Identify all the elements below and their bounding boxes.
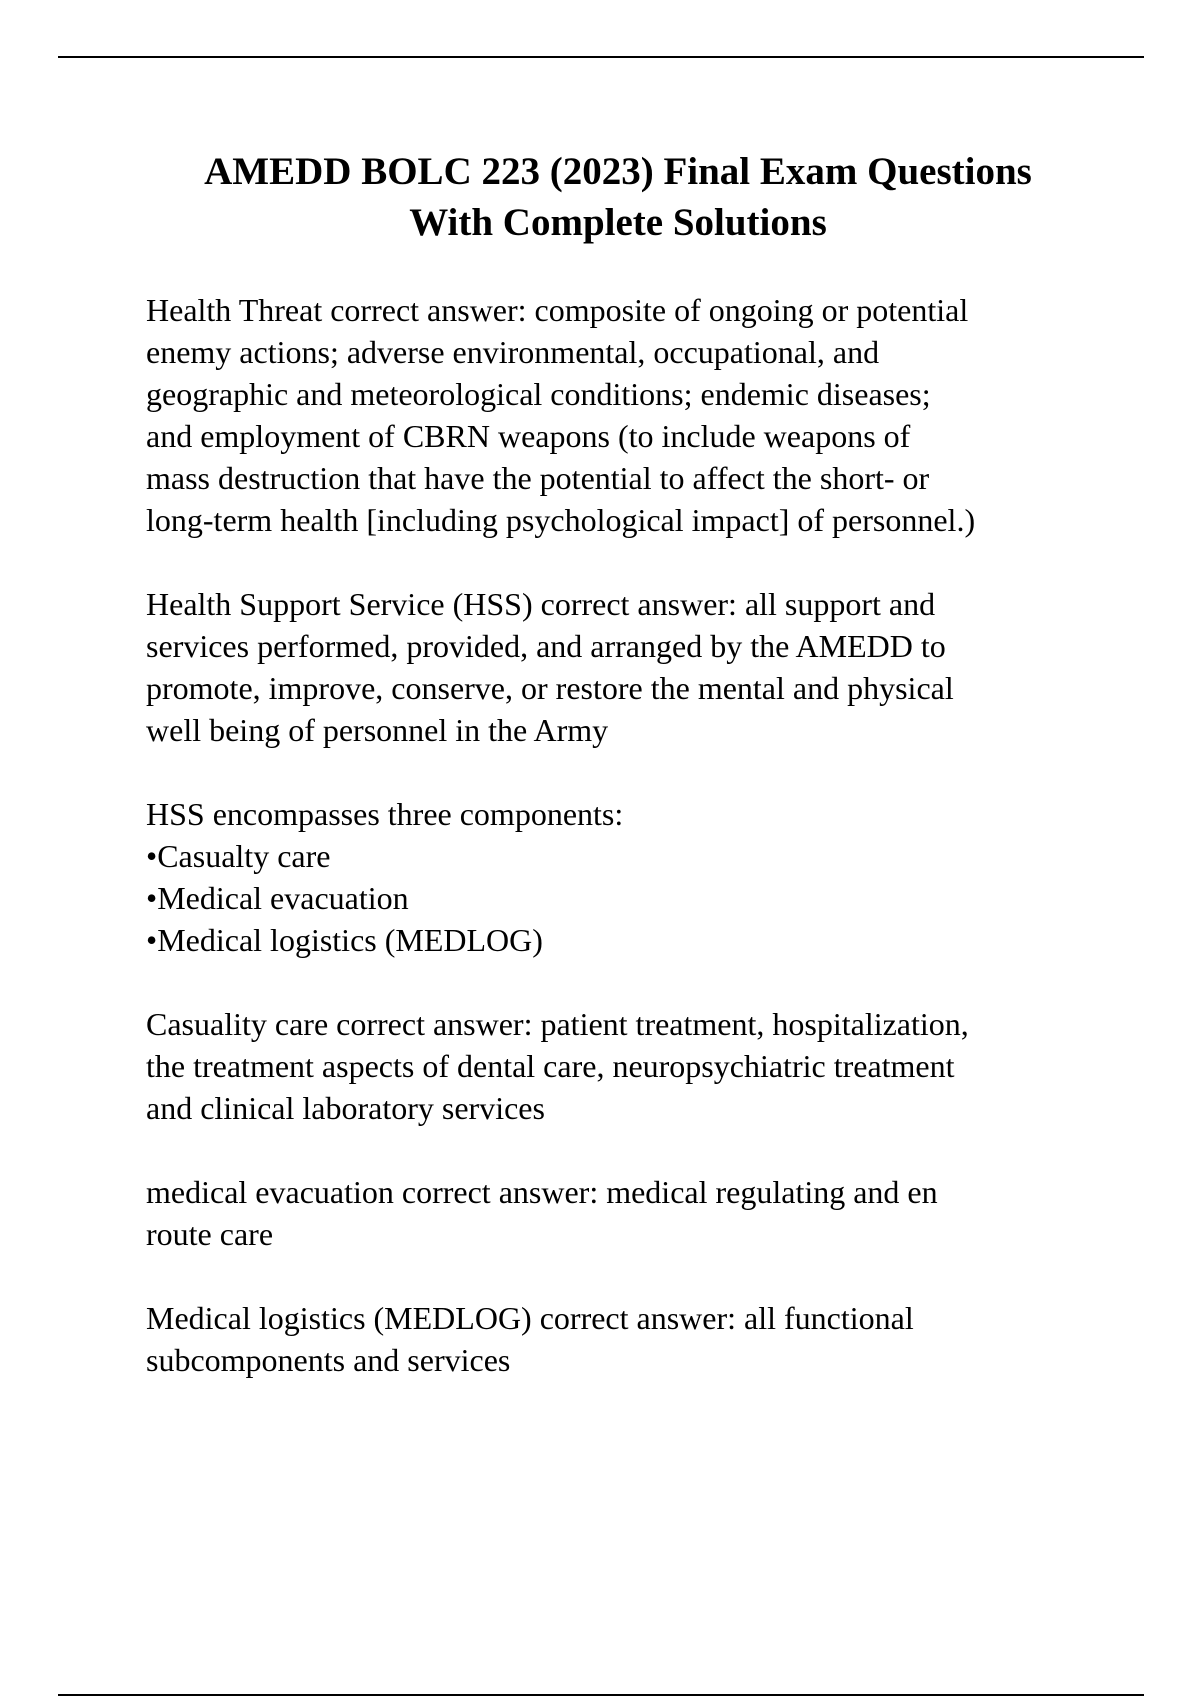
entry-casualty-care xyxy=(146,1003,1146,1129)
text-line: route care xyxy=(146,1216,274,1252)
text-line: geographic and meteorological conditions; endemic diseases; xyxy=(146,376,931,412)
text-line: and clinical laboratory services xyxy=(146,1090,545,1126)
entry-medical-evacuation xyxy=(146,1171,1146,1255)
text-line: Casuality care correct answer: patient treatment, hospitalization, xyxy=(146,1006,969,1042)
text-line: Medical logistics (MEDLOG) correct answer: all functional xyxy=(146,1300,914,1336)
text-line: subcomponents and services xyxy=(146,1342,511,1378)
text-line: services performed, provided, and arranged by the AMEDD to xyxy=(146,628,946,664)
text-line: promote, improve, conserve, or restore the mental and physical xyxy=(146,670,954,706)
document-body xyxy=(146,289,1146,1423)
bottom-rule xyxy=(58,1694,1144,1696)
text-line: Health Threat correct answer: composite of ongoing or potential xyxy=(146,292,969,328)
bullet-item: •Medical logistics (MEDLOG) xyxy=(146,922,543,958)
text-line: long-term health [including psychological impact] of personnel.) xyxy=(146,502,976,538)
document-title xyxy=(0,146,1200,248)
text-line: mass destruction that have the potential to affect the short- or xyxy=(146,460,930,496)
text-line: the treatment aspects of dental care, neuropsychiatric treatment xyxy=(146,1048,955,1084)
bullet-item: •Casualty care xyxy=(146,838,331,874)
bullet-item: •Medical evacuation xyxy=(146,880,409,916)
text-line: enemy actions; adverse environmental, occupational, and xyxy=(146,334,880,370)
entry-hss-components xyxy=(146,793,1146,961)
text-line: HSS encompasses three components: xyxy=(146,796,624,832)
top-rule xyxy=(58,56,1144,58)
entry-health-support-service xyxy=(146,583,1146,751)
entry-health-threat xyxy=(146,289,1146,541)
text-line: well being of personnel in the Army xyxy=(146,712,609,748)
text-line: medical evacuation correct answer: medical regulating and en xyxy=(146,1174,938,1210)
text-line: and employment of CBRN weapons (to include weapons of xyxy=(146,418,911,454)
text-line: Health Support Service (HSS) correct answer: all support and xyxy=(146,586,936,622)
entry-medical-logistics xyxy=(146,1297,1146,1381)
title-line-1: AMEDD BOLC 223 (2023) Final Exam Questions xyxy=(204,150,1032,193)
title-line-2: With Complete Solutions xyxy=(409,201,827,244)
